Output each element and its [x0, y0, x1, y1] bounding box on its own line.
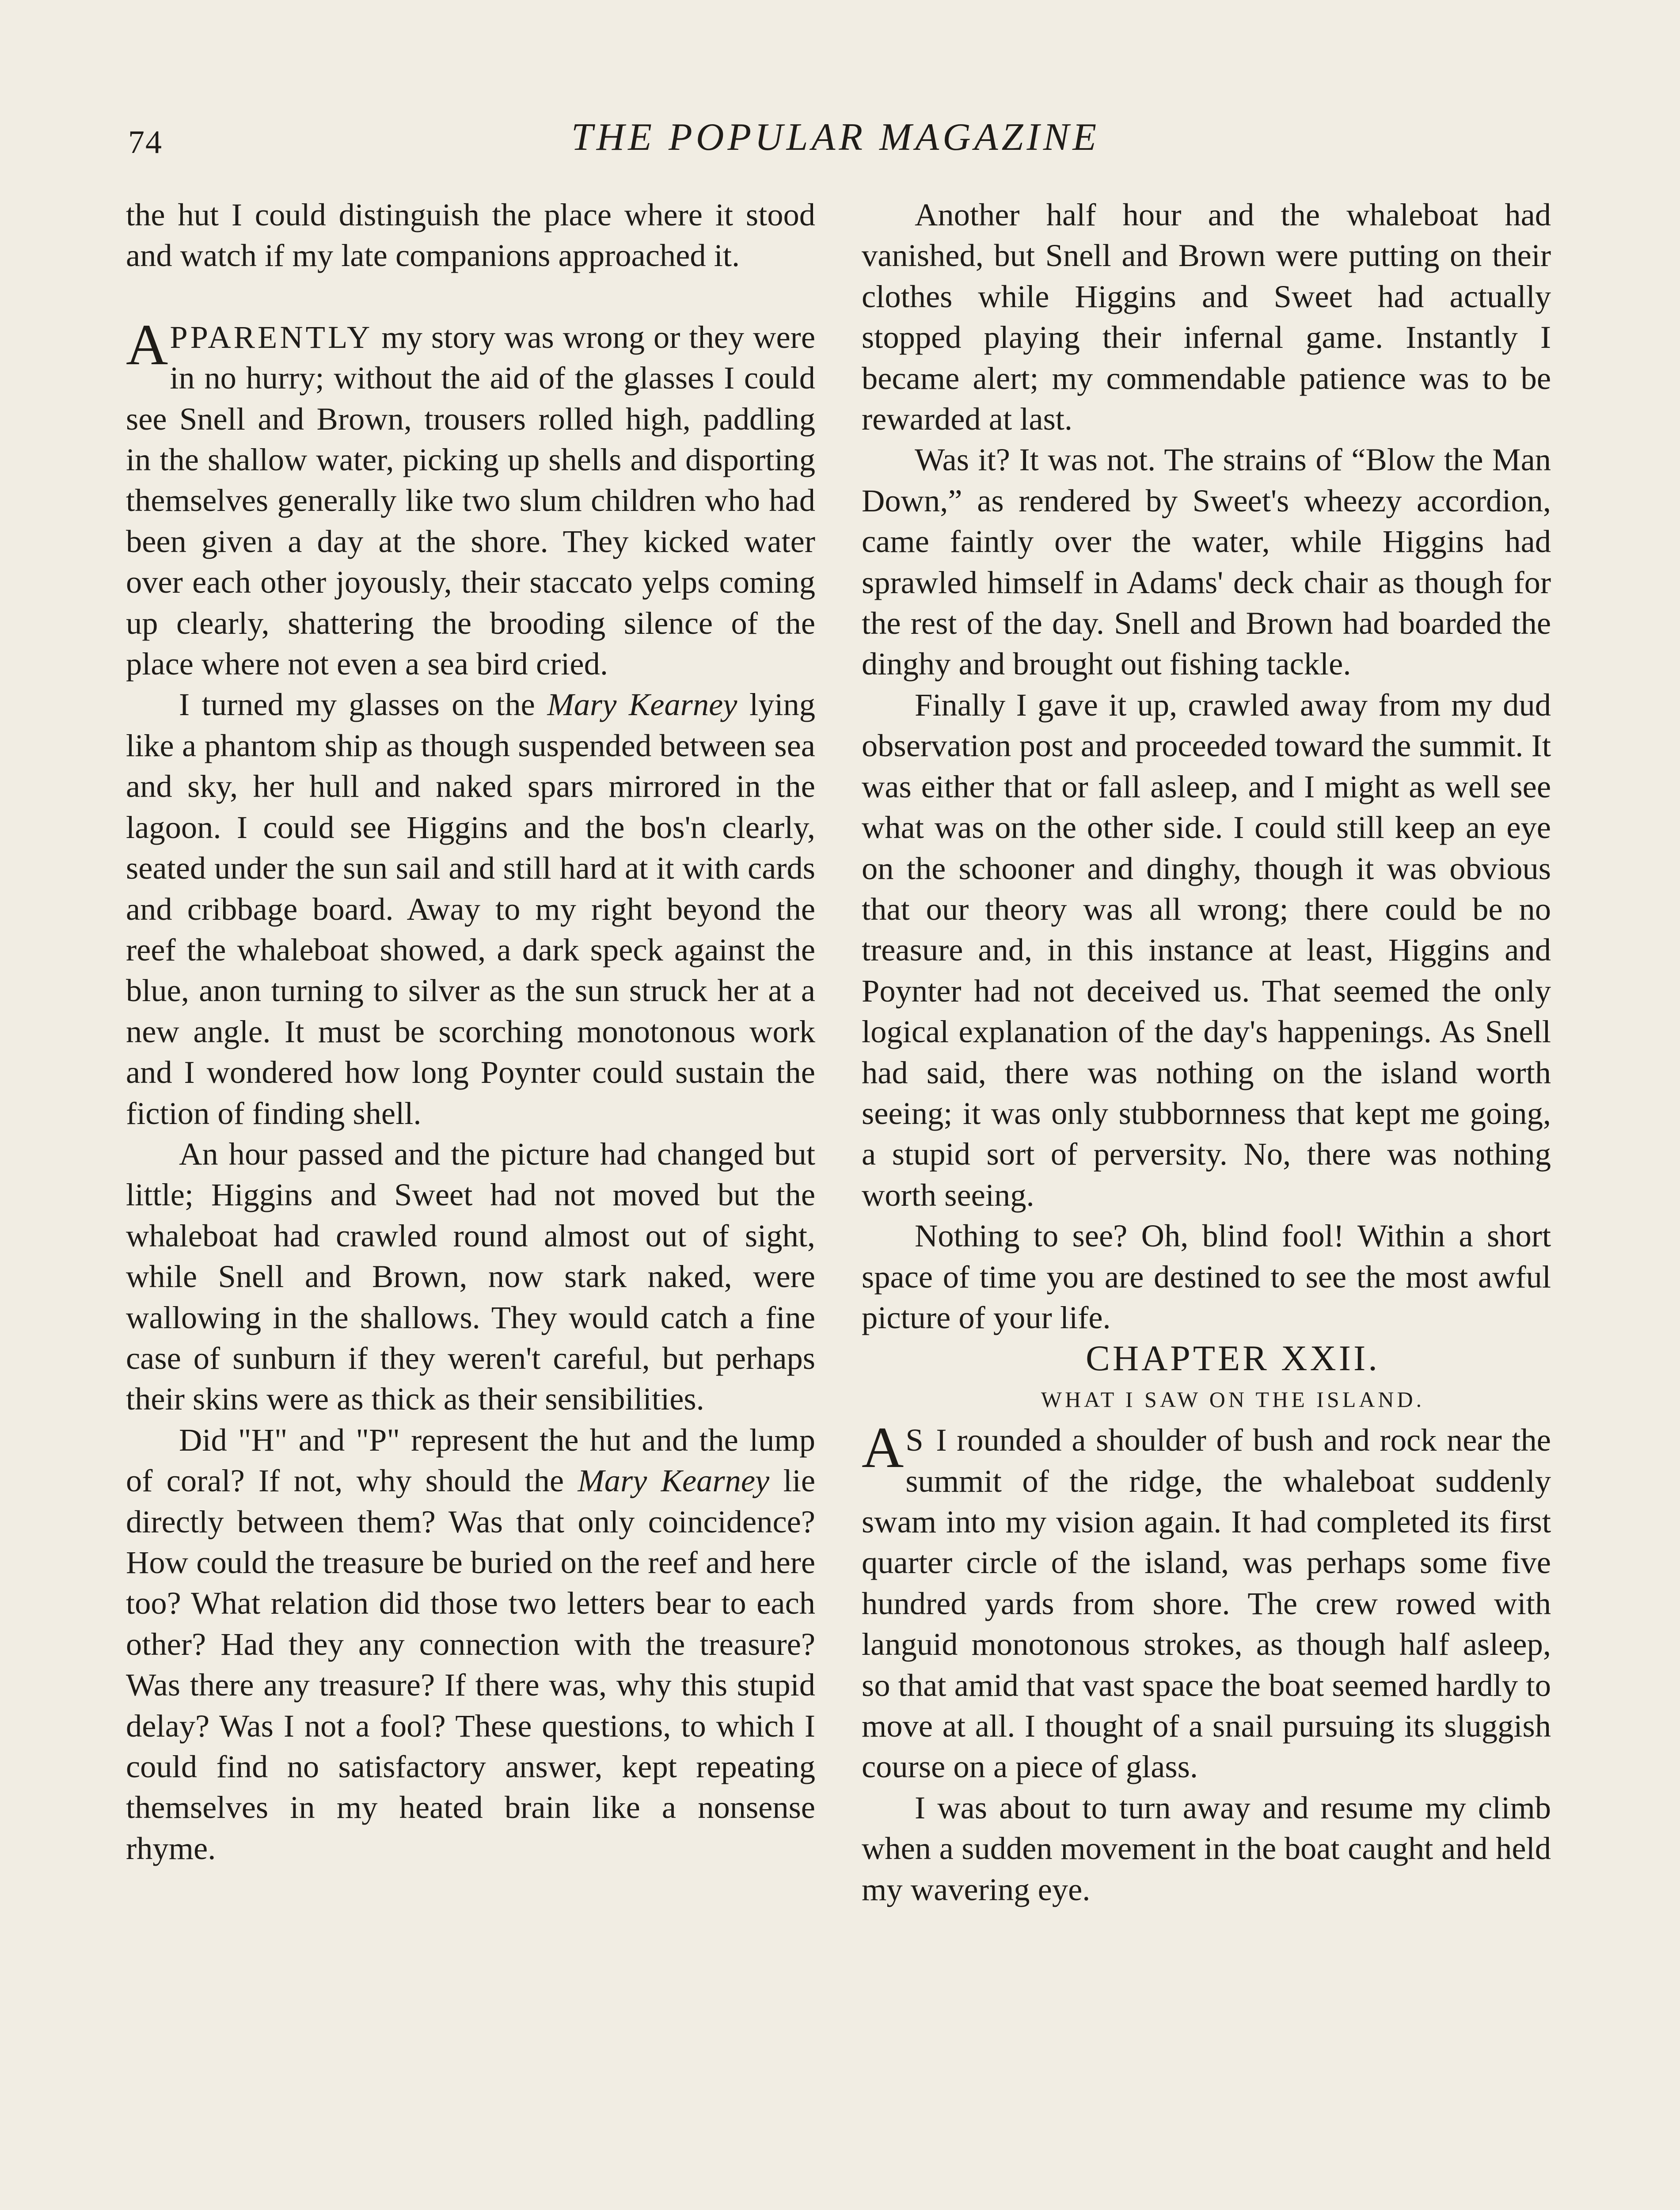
- paragraph-text: my story was wrong or they were in no hurry; without the aid of the glasses I could see Snell and Brown, trousers rolled high, paddling in the shallow water, picking up shells and disporting themselves generally like two slum children who had been given a day at the shore. They kicked water over each other joyously, their staccato yelps coming up clearly, shattering the brooding silence of the place where not even a sea bird cried.: [126, 319, 815, 682]
- right-column: [862, 194, 1551, 1910]
- paragraph-text: Did "H" and "P" represent the hut and the lump of coral? If not, why should the: [126, 1421, 815, 1499]
- paragraph: Another half hour and the whaleboat had vanished, but Snell and Brown were putting on their clothes while Higgins and Sweet had actually stopped playing their infernal game. Instantly I became alert; my commendable patience was to be rewarded at last.: [862, 197, 1551, 437]
- paragraph: [126, 312, 815, 685]
- chapter-subtitle: WHAT I SAW ON THE ISLAND.: [1041, 1387, 1425, 1412]
- ship-name: Mary Kearney: [547, 686, 737, 723]
- paragraph-text: lying like a phantom ship as though suspended between sea and sky, her hull and naked spars mirrored in the lagoon. I could see Higgins and the bos'n clearly, seated under the sun sail and still hard at it with cards and cribbage board. Away to my right beyond the reef the whaleboat showed, a dark speck against the blue, anon turning to silver as the sun struck her at a new angle. It must be scorching monotonous work and I wondered how long Poynter could sustain the fiction of finding shell.: [126, 686, 815, 1131]
- paragraph: Nothing to see? Oh, blind fool! Within a short space of time you are destined to see the most awful picture of your life.: [862, 1218, 1551, 1335]
- paragraph: Was it? It was not. The strains of “Blow the Man Down,” as rendered by Sweet's wheezy accordion, came faintly over the water, while Higgins had sprawled himself in Adams' deck chair as though for the rest of the day. Snell and Brown had boarded the dinghy and brought out fishing tackle.: [862, 442, 1551, 682]
- paragraph-text: I turned my glasses on the: [179, 686, 547, 723]
- paragraph: [126, 684, 815, 1133]
- page-header: [124, 110, 1547, 168]
- paragraph: the hut I could distinguish the place where it stood and watch if my late companions approached it.: [126, 197, 815, 274]
- drop-cap: A: [862, 1415, 904, 1480]
- ship-name: Mary Kearney: [578, 1463, 770, 1499]
- paragraph-text: I rounded a shoulder of bush and rock near the summit of the ridge, the whaleboat suddenly swam into my vision again. It had completed its first quarter circle of the island, was perhaps some five hundred yards from shore. The crew rowed with languid monotonous strokes, as though half asleep, so that amid that vast space the boat seemed hardly to move at all. I thought of a snail pursuing its sluggish course on a piece of glass.: [862, 1422, 1551, 1785]
- paragraph: An hour passed and the picture had changed but little; Higgins and Sweet had not moved but the whaleboat had crawled round almost out of sight, while Snell and Brown, now stark naked, were wallowing in the shallows. They would catch a fine case of sunburn if they weren't careful, but perhaps their skins were as thick as their sensibilities.: [126, 1135, 815, 1417]
- paragraph: Finally I gave it up, crawled away from my dud observation post and proceeded toward the summit. It was either that or fall asleep, and I might as well see what was on the other side. I could still keep an eye on the schooner and dinghy, though it was obvious that our theory was all wrong; there could be no treasure and, in this instance at least, Higgins and Poynter had not deceived us. That seemed the only logical explanation of the day's happenings. As Snell had said, there was nothing on the island worth seeing; it was only stubbornness that kept me going, a stupid sort of perversity. No, there was nothing worth seeing.: [862, 686, 1551, 1213]
- running-head: THE POPULAR MAGAZINE: [571, 116, 1100, 159]
- paragraph: I was about to turn away and resume my climb when a sudden movement in the boat caught and held my wavering eye.: [862, 1789, 1551, 1907]
- chapter-title: CHAPTER XXII.: [1086, 1338, 1380, 1379]
- small-caps-lead: S: [905, 1422, 926, 1458]
- paragraph: [126, 1420, 815, 1869]
- drop-cap: A: [126, 312, 168, 377]
- page-number: 74: [128, 124, 163, 160]
- paragraph-text: lie directly between them? Was that only coincidence? How could the treasure be buried on the reef and here too? What relation did those two letters bear to each other? Had they any connection with the treasure? Was there any treasure? If there was, why this stupid delay? Was I not a fool? These questions, to which I could find no satisfactory answer, kept repeating themselves in my heated brain like a nonsense rhyme.: [126, 1463, 815, 1866]
- left-column: [126, 194, 815, 1869]
- small-caps-lead: PPARENTLY: [170, 319, 373, 355]
- paragraph: [862, 1415, 1551, 1787]
